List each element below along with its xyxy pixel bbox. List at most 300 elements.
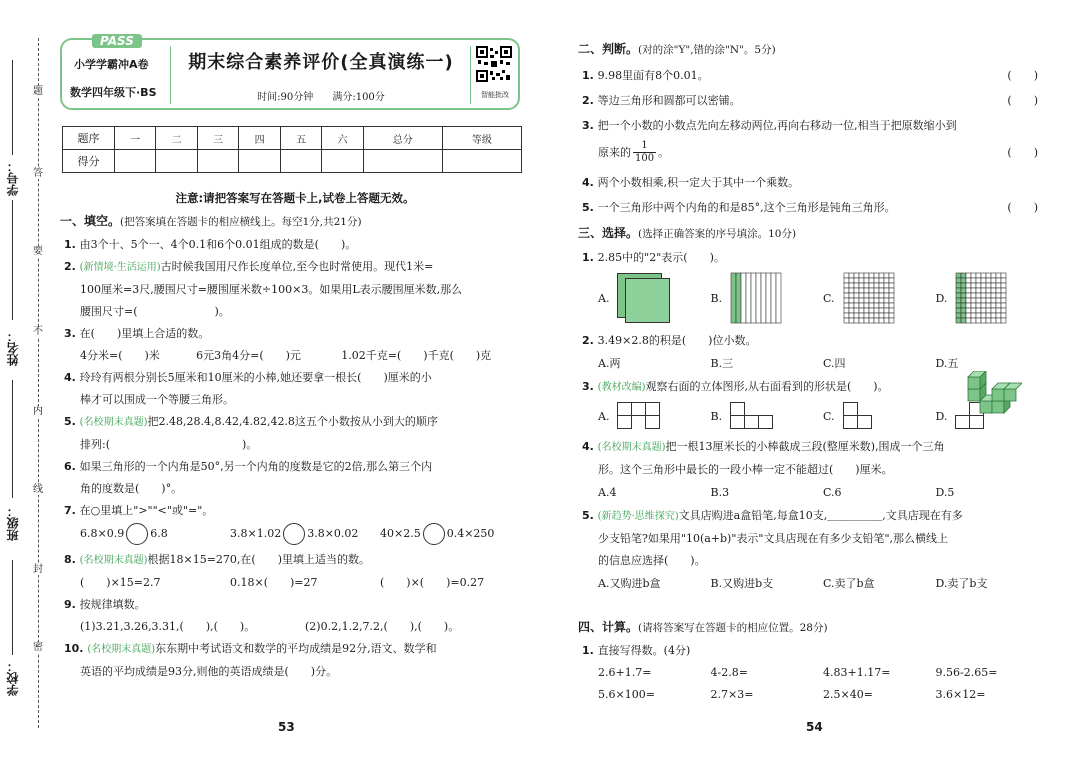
question-text: 如果三角形的一个内角是50°,另一个内角的度数是它的2倍,那么第三个内 xyxy=(79,460,433,473)
grid-cell xyxy=(986,283,991,288)
question: 4. (名校期末真题)把一根13厘米长的小棒截成三段(整厘米数),围成一个三角 xyxy=(582,440,945,453)
grid-cell xyxy=(976,303,981,308)
grid-strip xyxy=(751,273,756,323)
question-text: 角的度数是( )°。 xyxy=(80,482,183,495)
table-header: 六 xyxy=(322,127,363,150)
grid-cell xyxy=(854,278,859,283)
score-cell[interactable] xyxy=(280,150,321,173)
grid-cell xyxy=(854,293,859,298)
score-cell[interactable] xyxy=(156,150,197,173)
seal-char: 密 xyxy=(33,642,43,653)
question-text: 玲玲有两根分别长5厘米和10厘米的小棒,她还要拿一根长( )厘米的小 xyxy=(79,371,432,384)
grid-cell xyxy=(996,318,1001,323)
question-text: 两个小数相乘,积一定大于其中一个乘数。 xyxy=(597,176,800,189)
question: 8. (名校期末真题)根据18×15=270,在( )里填上适当的数。 xyxy=(64,553,370,566)
question-text: 少支铅笔?如果用"10(a+b)"表示"文具店现在有多少支铅笔",那么横线上 xyxy=(598,532,949,545)
student-id-label: 学号： xyxy=(6,160,20,196)
class-line[interactable] xyxy=(12,380,13,498)
school-line[interactable] xyxy=(12,560,13,655)
student-id-line[interactable] xyxy=(12,60,13,155)
question-text: 排列:( )。 xyxy=(80,438,258,451)
part2-true-false xyxy=(578,42,1048,215)
calc-item: 2.7×3= xyxy=(710,688,754,701)
grid-cell xyxy=(859,293,864,298)
item: 4分米=( )米 xyxy=(80,349,160,362)
answer-paren[interactable]: ( ) xyxy=(1007,145,1038,159)
table-header: 三 xyxy=(197,127,238,150)
grid-cell xyxy=(889,298,894,303)
grid-cell xyxy=(961,298,966,303)
question-text: 9.98里面有8个0.01。 xyxy=(597,69,709,82)
grid-cell xyxy=(976,293,981,298)
name-line[interactable] xyxy=(12,200,13,320)
score-cell[interactable] xyxy=(363,150,442,173)
grid-cell xyxy=(1001,283,1006,288)
option-a[interactable]: A.两 xyxy=(598,357,621,370)
series-name: 小学学霸冲A卷 xyxy=(74,58,149,71)
grid-cell xyxy=(971,308,976,313)
option-letter: A. xyxy=(598,291,610,305)
grid-cell xyxy=(849,313,854,318)
grid-cell xyxy=(981,288,986,293)
question-text: 的信息应选择( )。 xyxy=(598,554,706,567)
option-b[interactable]: B.三 xyxy=(710,357,734,370)
table-header: 等级 xyxy=(442,127,521,150)
grid-cell xyxy=(854,283,859,288)
cube-stack-figure xyxy=(966,371,1022,417)
section-note: (选择正确答案的序号填涂。10分) xyxy=(638,228,797,240)
question: 5. (新趋势·思维探究)文具店购进a盒铅笔,每盒10支,＿＿＿＿＿,文具店现在有多 xyxy=(582,509,963,522)
answer-paren[interactable]: ( ) xyxy=(1007,201,1038,214)
question: 6. 如果三角形的一个内角是50°,另一个内角的度数是它的2倍,那么第三个内 xyxy=(64,460,433,473)
grid-cell xyxy=(956,273,961,278)
grid-cell xyxy=(884,273,889,278)
grid-cell xyxy=(859,288,864,293)
grid-cell xyxy=(986,273,991,278)
question: 9. 按规律填数。 xyxy=(64,598,146,611)
exam-header xyxy=(60,34,520,110)
grade-label: 数学四年级下·BS xyxy=(70,86,157,99)
grid-cell xyxy=(849,293,854,298)
grid-cell xyxy=(981,318,986,323)
grid-cell xyxy=(996,273,1001,278)
grid-cell xyxy=(991,273,996,278)
grid-cell xyxy=(859,283,864,288)
grid-cell xyxy=(966,278,971,283)
option-a[interactable] xyxy=(598,401,711,431)
grid-cell xyxy=(889,273,894,278)
question: 5. (名校期末真题)把2.48,28.4,8.42,4.82,42.8这五个小数按从小到大的顺序 xyxy=(64,415,438,428)
grid-cell xyxy=(879,298,884,303)
question-tag: (新情境·生活运用) xyxy=(79,262,161,273)
question-text: 在( )里填上合适的数。 xyxy=(79,327,210,340)
calc-row xyxy=(578,687,1048,702)
grid-cell xyxy=(966,283,971,288)
grid-cell xyxy=(844,313,849,318)
grid-cell xyxy=(859,278,864,283)
grid-cell xyxy=(1001,318,1006,323)
qr-label: 智能批改 xyxy=(481,91,509,99)
question: 1. 9.98里面有8个0.01。 ( ) xyxy=(582,69,1038,82)
grid-cell xyxy=(849,298,854,303)
grid-cell xyxy=(884,318,889,323)
grid-cell xyxy=(879,303,884,308)
grid-cell xyxy=(864,313,869,318)
grid-cell xyxy=(879,293,884,298)
grid-cell xyxy=(884,293,889,298)
grid-cell xyxy=(961,303,966,308)
option-c[interactable] xyxy=(823,401,936,431)
score-cell[interactable] xyxy=(115,150,156,173)
grid-cell xyxy=(976,318,981,323)
question-text: 古时候我国用尺作长度单位,至今也时常使用。现代1米= xyxy=(160,260,434,273)
grid-cell xyxy=(854,303,859,308)
option-b[interactable]: B.又购进b支 xyxy=(710,577,774,590)
grid-cell xyxy=(1001,313,1006,318)
option-d[interactable]: D.卖了b支 xyxy=(935,577,988,590)
question: 4. 玲玲有两根分别长5厘米和10厘米的小棒,她还要拿一根长( )厘米的小 xyxy=(64,371,432,384)
divider xyxy=(170,46,171,104)
grid-cell xyxy=(981,313,986,318)
grid-cell xyxy=(976,313,981,318)
grid-cell xyxy=(956,313,961,318)
question: 10. (名校期末真题)东东期中考试语文和数学的平均成绩是92分,语文、数学和 xyxy=(64,642,437,655)
grid-cell xyxy=(864,273,869,278)
grid-cell xyxy=(874,308,879,313)
seal-char: 线 xyxy=(33,484,43,495)
grid-cell xyxy=(884,298,889,303)
grid-cell xyxy=(849,308,854,313)
grid-cell xyxy=(996,313,1001,318)
question-tag: (名校期末真题) xyxy=(597,442,666,453)
grid-cell xyxy=(844,318,849,323)
table-row xyxy=(63,127,522,150)
calc-item: 4.83+1.17= xyxy=(823,666,891,679)
question-items xyxy=(60,348,530,363)
grid-cell xyxy=(854,313,859,318)
grid-cell xyxy=(864,288,869,293)
fraction xyxy=(633,140,656,165)
grid-cell xyxy=(961,293,966,298)
part4-calculation xyxy=(578,620,1048,702)
option-a[interactable]: A.又购进b盒 xyxy=(598,577,661,590)
seal-char: 封 xyxy=(33,564,43,575)
seal-char: 答 xyxy=(33,168,43,179)
grid-cell xyxy=(889,283,894,288)
question: 1. 2.85中的"2"表示( )。 xyxy=(582,251,725,264)
grid-cell xyxy=(1001,278,1006,283)
compare-right: 6.8 xyxy=(150,527,168,540)
grid-cell xyxy=(996,298,1001,303)
question-text: 根据18×15=270,在( )里填上适当的数。 xyxy=(147,553,370,566)
calc-item: 2.5×40= xyxy=(823,688,873,701)
grid-cell xyxy=(996,303,1001,308)
question: 1. 直接写得数。(4分) xyxy=(582,644,691,657)
question-text: 把一根13厘米长的小棒截成三段(整厘米数),围成一个三角 xyxy=(665,440,945,453)
seal-char: 不 xyxy=(33,326,43,337)
tenths-grid-figure xyxy=(730,272,782,324)
grid-cell xyxy=(986,278,991,283)
grid-cell xyxy=(859,303,864,308)
option-b[interactable] xyxy=(711,401,824,431)
option-d[interactable] xyxy=(936,271,1049,325)
answer-paren[interactable]: ( ) xyxy=(1007,94,1038,107)
option-a[interactable] xyxy=(598,271,711,325)
grid-cell xyxy=(981,273,986,278)
option-c[interactable]: C.卖了b盒 xyxy=(823,577,875,590)
grid-cell xyxy=(991,318,996,323)
grid-cell xyxy=(889,293,894,298)
option-c[interactable]: C.6 xyxy=(823,486,842,499)
option-letter: D. xyxy=(935,409,948,423)
grid-cell xyxy=(884,283,889,288)
view-shape-a xyxy=(617,402,675,430)
grid-cell xyxy=(844,278,849,283)
grid-cell xyxy=(961,278,966,283)
grid-cell xyxy=(981,298,986,303)
grid-cell xyxy=(961,313,966,318)
grid-cell xyxy=(889,318,894,323)
question-items xyxy=(60,575,530,590)
grid-cell xyxy=(971,298,976,303)
compare-left: 3.8×1.02 xyxy=(230,527,282,540)
grid-cell xyxy=(961,288,966,293)
option-c[interactable] xyxy=(823,271,936,325)
grid-cell xyxy=(996,283,1001,288)
question-tag: (名校期末真题) xyxy=(87,644,156,655)
compare-items xyxy=(60,523,530,545)
item: ( )×15=2.7 xyxy=(80,576,161,589)
grid-cell xyxy=(976,283,981,288)
grid-cell xyxy=(869,313,874,318)
grid-cell xyxy=(991,298,996,303)
question-text xyxy=(578,137,1048,167)
option-d[interactable]: D.五 xyxy=(935,357,959,370)
grid-cell xyxy=(884,308,889,313)
page-number: 54 xyxy=(806,720,823,734)
option-letter: C. xyxy=(823,291,835,305)
option-b[interactable] xyxy=(711,271,824,325)
view-shape-c xyxy=(843,402,901,430)
question: 1. 由3个十、5个一、4个0.1和6个0.01组成的数是( )。 xyxy=(64,238,357,251)
score-cell[interactable] xyxy=(442,150,521,173)
question-text: 100厘米=3尺,腰围尺寸=腰围厘米数÷100×3。如果用L表示腰围厘米数,那么 xyxy=(80,283,463,296)
grid-cell xyxy=(844,303,849,308)
score-cell[interactable] xyxy=(197,150,238,173)
compare-left: 40×2.5 xyxy=(380,527,421,540)
option-a[interactable]: A.4 xyxy=(598,486,617,499)
grid-cell xyxy=(874,313,879,318)
grid-cell xyxy=(981,278,986,283)
section-heading: 三、选择。 xyxy=(578,226,639,240)
question: 3. (教材改编)观察右面的立体图形,从右面看到的形状是( )。 xyxy=(578,379,1048,395)
calc-item: 5.6×100= xyxy=(598,688,655,701)
exam-title: 期末综合素养评价(全真演练一) xyxy=(188,52,454,73)
section-heading: 一、填空。 xyxy=(60,214,121,228)
grid-cell xyxy=(849,288,854,293)
grid-cell xyxy=(966,318,971,323)
grid-cell xyxy=(844,273,849,278)
part3-multiple-choice xyxy=(578,226,1048,591)
grid-cell xyxy=(961,273,966,278)
grid-cell xyxy=(986,288,991,293)
section-note: (请将答案写在答题卡的相应位置。28分) xyxy=(638,622,828,634)
question: 7. 在○里填上">""<"或"="。 xyxy=(64,504,214,517)
grid-cell xyxy=(874,288,879,293)
grid-cell xyxy=(889,313,894,318)
question-text: 在○里填上">""<"或"="。 xyxy=(79,504,214,517)
grid-cell xyxy=(976,278,981,283)
grid-cell xyxy=(874,303,879,308)
table-row xyxy=(63,150,522,173)
seal-char: 内 xyxy=(33,406,43,417)
grid-cell xyxy=(879,288,884,293)
page-53 xyxy=(60,34,530,738)
item: ( )×( )=0.27 xyxy=(380,576,485,589)
grid-cell xyxy=(981,308,986,313)
answer-paren[interactable]: ( ) xyxy=(1007,69,1038,82)
grid-cell xyxy=(859,318,864,323)
grid-cell xyxy=(879,308,884,313)
grid-cell xyxy=(879,278,884,283)
qr-code-icon[interactable] xyxy=(476,46,512,82)
score-cell[interactable] xyxy=(322,150,363,173)
grid-cell xyxy=(869,298,874,303)
grid-cell xyxy=(874,283,879,288)
fraction-numerator: 1 xyxy=(641,139,648,151)
question-text: 3.49×2.8的积是( )位小数。 xyxy=(597,334,757,347)
question-text: 等边三角形和圆都可以密铺。 xyxy=(597,94,741,107)
grid-cell xyxy=(991,308,996,313)
grid-cell xyxy=(884,278,889,283)
page-54 xyxy=(578,38,1048,738)
grid-cell xyxy=(864,283,869,288)
seal-char: 题 xyxy=(33,86,43,97)
grid-cell xyxy=(859,308,864,313)
grid-cell xyxy=(996,293,1001,298)
grid-cell xyxy=(966,303,971,308)
grid-cell xyxy=(849,303,854,308)
option-letter: B. xyxy=(710,409,723,423)
option-row xyxy=(578,485,1048,500)
hundredths-grid-figure xyxy=(843,272,895,324)
question-text: 按规律填数。 xyxy=(79,598,146,611)
grid-strip xyxy=(761,273,766,323)
grid-cell xyxy=(961,318,966,323)
compare-circle[interactable] xyxy=(126,523,148,545)
grid-cell xyxy=(971,313,976,318)
grid-cell xyxy=(849,283,854,288)
grid-cell xyxy=(889,278,894,283)
score-cell[interactable] xyxy=(239,150,280,173)
item: 6元3角4分=( )元 xyxy=(196,349,301,362)
grid-cell xyxy=(869,293,874,298)
name-label: 姓名： xyxy=(6,330,20,366)
grid-cell xyxy=(884,313,889,318)
question-text: 2.85中的"2"表示( )。 xyxy=(597,251,725,264)
grid-cell xyxy=(981,283,986,288)
table-header: 总分 xyxy=(363,127,442,150)
grid-cell xyxy=(869,278,874,283)
grid-cell xyxy=(956,288,961,293)
grid-cell xyxy=(854,318,859,323)
grid-cell xyxy=(869,318,874,323)
grid-cell xyxy=(986,313,991,318)
grid-cell xyxy=(956,283,961,288)
grid-cell xyxy=(889,303,894,308)
table-row-label: 得分 xyxy=(63,150,115,173)
compare-circle[interactable] xyxy=(283,523,305,545)
question-items xyxy=(60,619,530,634)
grid-cell xyxy=(956,318,961,323)
grid-cell xyxy=(874,278,879,283)
fraction-denominator: 100 xyxy=(635,152,655,164)
grid-cell xyxy=(854,273,859,278)
compare-item xyxy=(80,523,230,545)
option-c[interactable]: C.四 xyxy=(823,357,846,370)
option-letter: C. xyxy=(823,409,835,423)
grid-cell xyxy=(991,283,996,288)
grid-cell xyxy=(869,273,874,278)
score-table xyxy=(62,126,522,173)
page-number: 53 xyxy=(278,720,295,734)
part1-fill-in xyxy=(60,214,530,679)
grid-cell xyxy=(864,293,869,298)
question-text: 直接写得数。(4分) xyxy=(597,644,691,657)
question-text: 原来的 xyxy=(598,145,631,159)
grid-cell xyxy=(986,308,991,313)
compare-circle[interactable] xyxy=(423,523,445,545)
grid-cell xyxy=(956,308,961,313)
grid-cell xyxy=(991,278,996,283)
option-row xyxy=(578,271,1048,325)
grid-cell xyxy=(844,288,849,293)
grid-cell xyxy=(961,283,966,288)
question-tag: (名校期末真题) xyxy=(79,417,148,428)
grid-cell xyxy=(869,308,874,313)
question-text: 文具店购进a盒铅笔,每盒10支,＿＿＿＿＿,文具店现在有多 xyxy=(678,509,963,522)
section-note: (把答案填在答题卡的相应横线上。每空1分,共21分) xyxy=(120,216,362,228)
item: 0.18×( )=27 xyxy=(230,576,318,589)
grid-cell xyxy=(874,318,879,323)
option-row xyxy=(578,576,1048,591)
compare-left: 6.8×0.9 xyxy=(80,527,125,540)
grid-cell xyxy=(986,293,991,298)
grid-cell xyxy=(966,308,971,313)
section-title xyxy=(578,620,1048,636)
grid-cell xyxy=(956,303,961,308)
question-text: 棒才可以围成一个等腰三角形。 xyxy=(80,393,234,406)
question-text: 。 xyxy=(658,145,670,159)
table-header: 二 xyxy=(156,127,197,150)
full-score: 满分:100分 xyxy=(332,92,385,103)
calc-item: 2.6+1.7= xyxy=(598,666,652,679)
grid-cell xyxy=(971,288,976,293)
option-d[interactable]: D.5 xyxy=(935,486,955,499)
grid-cell xyxy=(859,273,864,278)
divider xyxy=(470,46,471,104)
option-b[interactable]: B.3 xyxy=(710,486,730,499)
seal-char: 要 xyxy=(33,246,43,257)
grid-cell xyxy=(1001,303,1006,308)
grid-cell xyxy=(854,288,859,293)
grid-cell xyxy=(1001,293,1006,298)
grid-cell xyxy=(869,288,874,293)
compare-right: 0.4×250 xyxy=(446,527,495,540)
grid-cell xyxy=(884,288,889,293)
hundredths-grid-shaded-figure xyxy=(955,272,1007,324)
option-letter: A. xyxy=(598,409,610,423)
